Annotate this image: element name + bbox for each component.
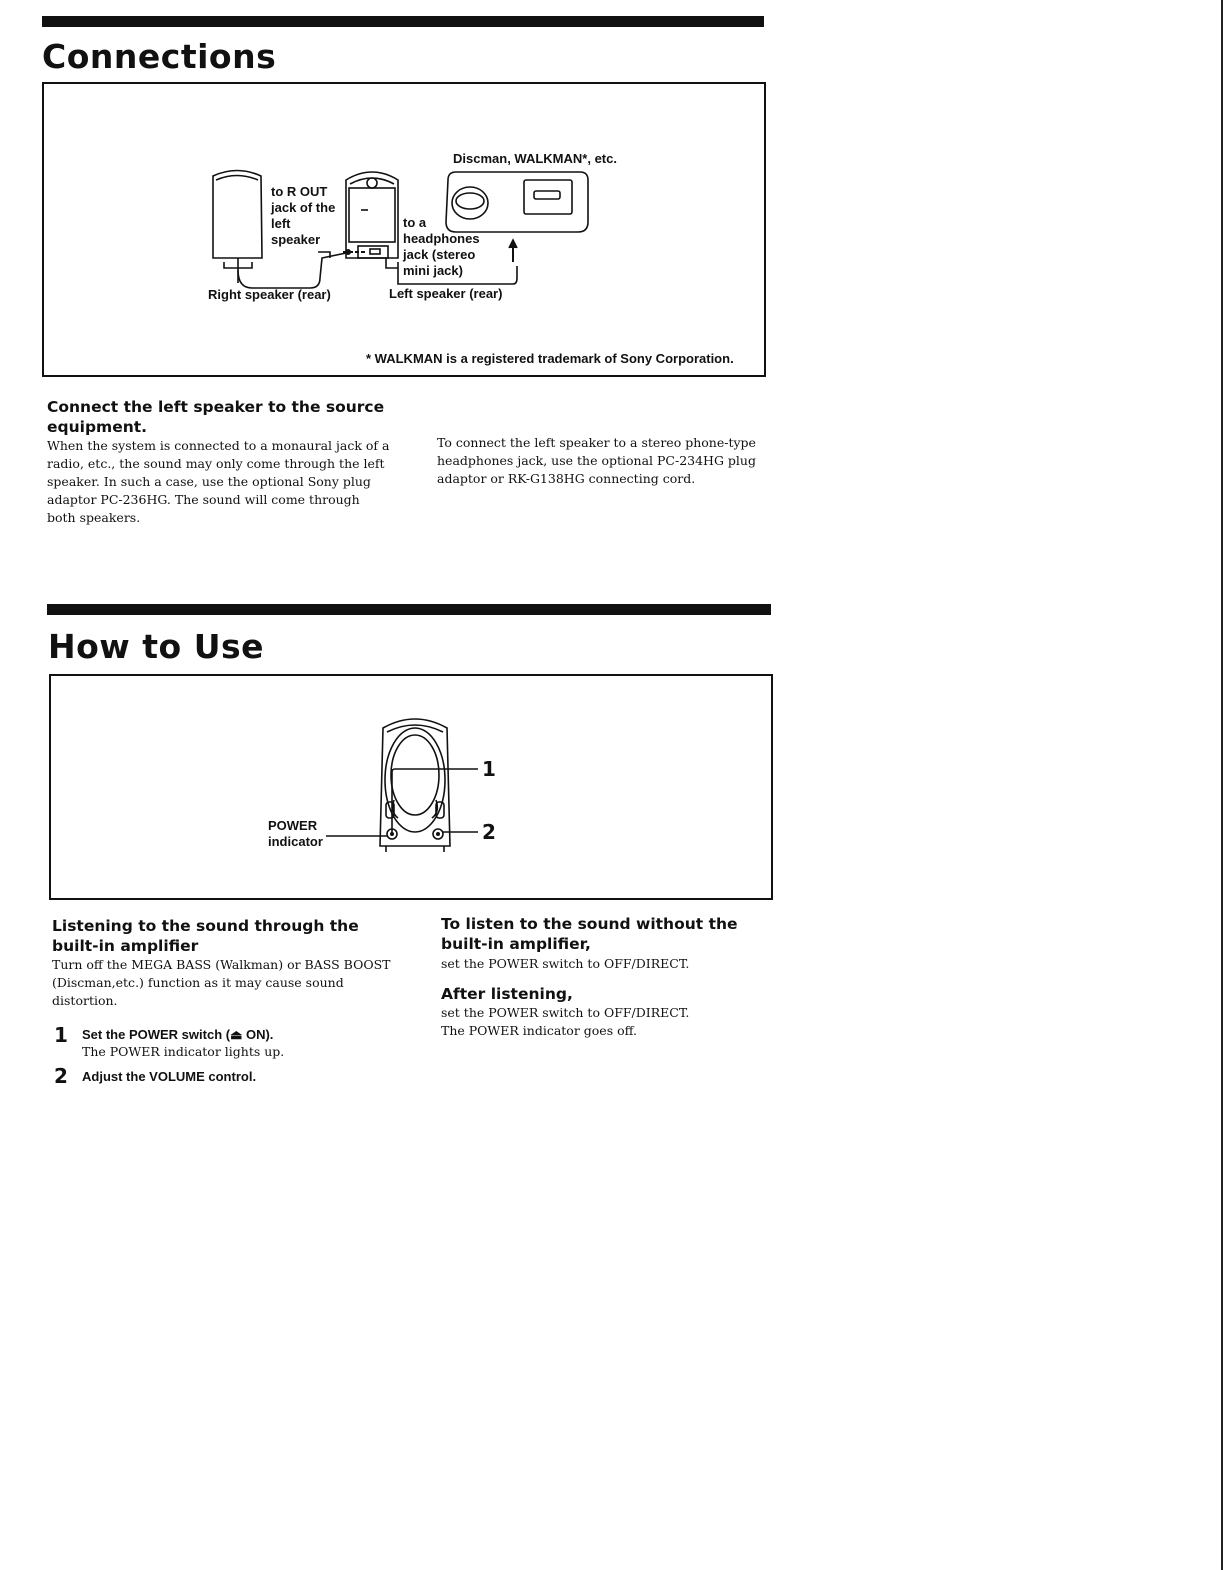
without-amp-para: set the POWER switch to OFF/DIRECT.: [441, 956, 690, 971]
after-listening-heading: After listening,: [441, 985, 573, 1003]
callout-2: 2: [482, 820, 496, 844]
speaker-front-shape: [380, 719, 450, 846]
without-amp-heading: To listen to the sound without the built-in amplifier,: [441, 915, 738, 953]
connect-heading: Connect the left speaker to the source equipment.: [47, 398, 385, 436]
step-2-number: 2: [54, 1064, 68, 1088]
connect-para-left: When the system is connected to a monaural jack of a radio, etc., the sound may only come through the left speaker. In such a case, use the optional Sony plug adaptor PC-236HG. The sound will come through both speakers.: [47, 438, 390, 525]
howto-title: How to Use: [48, 627, 265, 666]
listening-para: Turn off the MEGA BASS (Walkman) or BASS BOOST (Discman,etc.) function as it may cause sound distortion.: [52, 957, 391, 1008]
label-power-indicator: POWER indicator: [268, 818, 323, 849]
connect-para-right: To connect the left speaker to a stereo phone-type headphones jack, use the optional PC-234HG plug adaptor or RK-G138HG connecting cord.: [437, 435, 756, 486]
connections-title: Connections: [42, 37, 277, 76]
listening-heading: Listening to the sound through the built-in amplifier: [52, 917, 359, 955]
step-1-note: The POWER indicator lights up.: [82, 1044, 285, 1059]
step-2-text: Adjust the VOLUME control.: [82, 1069, 257, 1084]
label-right-speaker: Right speaker (rear): [208, 287, 331, 302]
label-discman: Discman, WALKMAN*, etc.: [453, 151, 617, 166]
step-1-text: Set the POWER switch (⏏ ON).: [82, 1027, 274, 1042]
label-to-r-out: to R OUT jack of the left speaker: [271, 184, 336, 247]
callout-1: 1: [482, 757, 496, 781]
after-listening-para: set the POWER switch to OFF/DIRECT. The POWER indicator goes off.: [441, 1005, 690, 1038]
step-1-number: 1: [54, 1023, 68, 1047]
trademark-note: * WALKMAN is a registered trademark of Sony Corporation.: [366, 351, 734, 366]
label-left-speaker: Left speaker (rear): [389, 286, 503, 301]
label-to-headphones: to a headphones jack (stereo mini jack): [403, 215, 480, 278]
